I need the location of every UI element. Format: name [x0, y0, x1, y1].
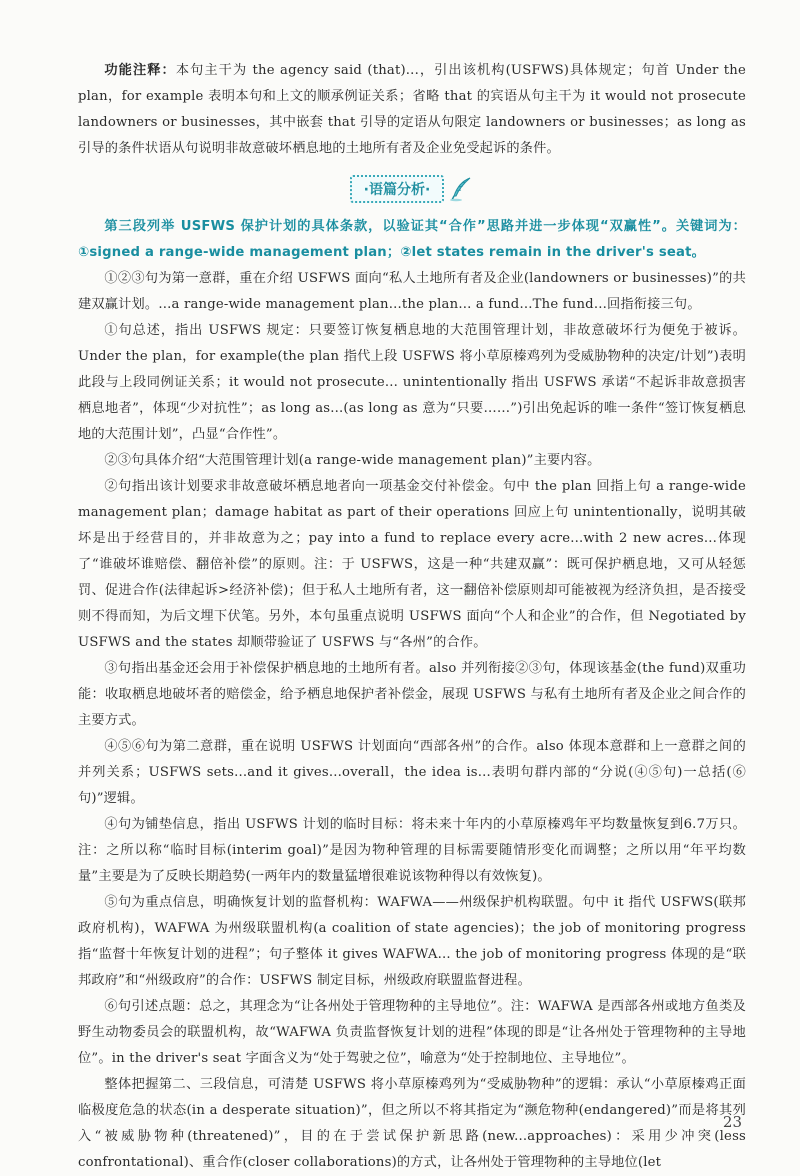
- function-note-label: 功能注释：: [104, 63, 176, 78]
- analysis-paragraph-2: ①句总述，指出 USFWS 规定：只要签订恢复栖息地的大范围管理计划，非故意破坏行为便免于被诉。Under the plan，for example(the plan 指代上段 USFWS 将小草原榛鸡列为受威胁物种的决定/计划”)表明此段与上段同例证关系；it would not prosecute... unintentionally 指出 USFWS 承诺“不起诉非故意损害栖息地者”，体现“少对抗性”；as long as...(as long as 意为“只要……”)引出免起诉的唯一条件“签订恢复栖息地的大范围计划”，凸显“合作性”。: [78, 323, 746, 442]
- analysis-paragraph-3: ②③句具体介绍“大范围管理计划(a range-wide management plan)”主要内容。: [104, 453, 601, 468]
- function-note-text: 本句主干为 the agency said (that)...，引出该机构(USFWS)具体规定；句首 Under the plan，for example 表明本句和上文的顺承例证关系；省略 that 的宾语从句主干为 it would not prosecute landowners or businesses，其中嵌套 that 引导的定语从句限定 landowners or businesses；as long as 引导的条件状语从句说明非故意破坏栖息地的土地所有者及企业免受起诉的条件。: [78, 63, 746, 156]
- section-summary: 第三段列举 USFWS 保护计划的具体条款，以验证其“合作”思路并进一步体现“双赢性”。关键词为：①signed a range-wide management plan；②let states remain in the driver's seat。: [78, 219, 746, 260]
- analysis-paragraph-1: ①②③句为第一意群，重在介绍 USFWS 面向“私人土地所有者及企业(landowners or businesses)”的共建双赢计划。...a range-wide management plan...the plan... a fund...The fund...回指衔接三句。: [78, 271, 746, 312]
- section-banner: [78, 174, 746, 204]
- page-content: [78, 58, 746, 1176]
- analysis-paragraph-9: ⑥句引述点题：总之，其理念为“让各州处于管理物种的主导地位”。注：WAFWA 是西部各州或地方鱼类及野生动物委员会的联盟机构，故“WAFWA 负责监督恢复计划的进程”体现的即是“让各州处于管理物种的主导地位”。in the driver's seat 字面含义为“处于驾驶之位”，喻意为“处于控制地位、主导地位”。: [78, 999, 746, 1066]
- analysis-paragraph-8: ⑤句为重点信息，明确恢复计划的监督机构：WAFWA——州级保护机构联盟。句中 it 指代 USFWS(联邦政府机构)，WAFWA 为州级联盟机构(a coalition of state agencies)；the job of monitoring progress 指“监督十年恢复计划的进程”；句子整体 it gives WAFWA... the job of monitoring progress 体现的是“联邦政府”和“州级政府”的合作：USFWS 制定目标，州级政府联盟监督进程。: [78, 895, 746, 988]
- page-number: 23: [722, 1113, 742, 1131]
- analysis-paragraph-5: ③句指出基金还会用于补偿保护栖息地的土地所有者。also 并列衔接②③句，体现该基金(the fund)双重功能：收取栖息地破坏者的赔偿金，给予栖息地保护者补偿金，展现 USFWS 与私有土地所有者及企业之间合作的主要方式。: [78, 661, 746, 728]
- analysis-paragraph-6: ④⑤⑥句为第二意群，重在说明 USFWS 计划面向“西部各州”的合作。also 体现本意群和上一意群之间的并列关系；USFWS sets...and it gives...overall，the idea is...表明句群内部的“分说(④⑤句)一总括(⑥句)”逻辑。: [78, 739, 746, 806]
- analysis-paragraph-4: ②句指出该计划要求非故意破坏栖息地者向一项基金交付补偿金。句中 the plan 回指上句 a range-wide management plan；damage habitat as part of their operations 回应上句 unintentionally，说明其破坏是出于经营目的，并非故意为之；pay into a fund to replace every acre...with 2 new acres...体现了“谁破坏谁赔偿、翻倍补偿”的原则。注：于 USFWS，这是一种“共建双赢”：既可保护栖息地，又可从轻惩罚、促进合作(法律起诉>经济补偿)；但于私人土地所有者，这一翻倍补偿原则却可能被视为经济负担，是否接受则不得而知，为后文埋下伏笔。另外，本句虽重点说明 USFWS 面向“个人和企业”的合作，但 Negotiated by USFWS and the states 却顺带验证了 USFWS 与“各州”的合作。: [78, 479, 746, 650]
- section-title: ·语篇分析·: [350, 175, 445, 203]
- function-note: [78, 58, 746, 162]
- analysis-paragraph-7: ④句为铺垫信息，指出 USFWS 计划的临时目标：将未来十年内的小草原榛鸡年平均数量恢复到6.7万只。注：之所以称“临时目标(interim goal)”是因为物种管理的目标需要随情形变化而调整；之所以用“年平均数量”主要是为了反映长期趋势(一两年内的数量猛增很难说该物种得以有效恢复)。: [78, 817, 746, 884]
- analysis-paragraph-10: 整体把握第二、三段信息，可清楚 USFWS 将小草原榛鸡列为“受威胁物种”的逻辑：承认“小草原榛鸡正面临极度危急的状态(in a desperate situation)”，但之所以不将其指定为“濒危物种(endangered)”而是将其列入“被威胁物种(threatened)”，目的在于尝试保护新思路(new...approaches)：采用少冲突(less confrontational)、重合作(closer collaborations)的方式，让各州处于管理物种的主导地位(let: [78, 1077, 746, 1170]
- quill-pen-icon: [448, 176, 474, 202]
